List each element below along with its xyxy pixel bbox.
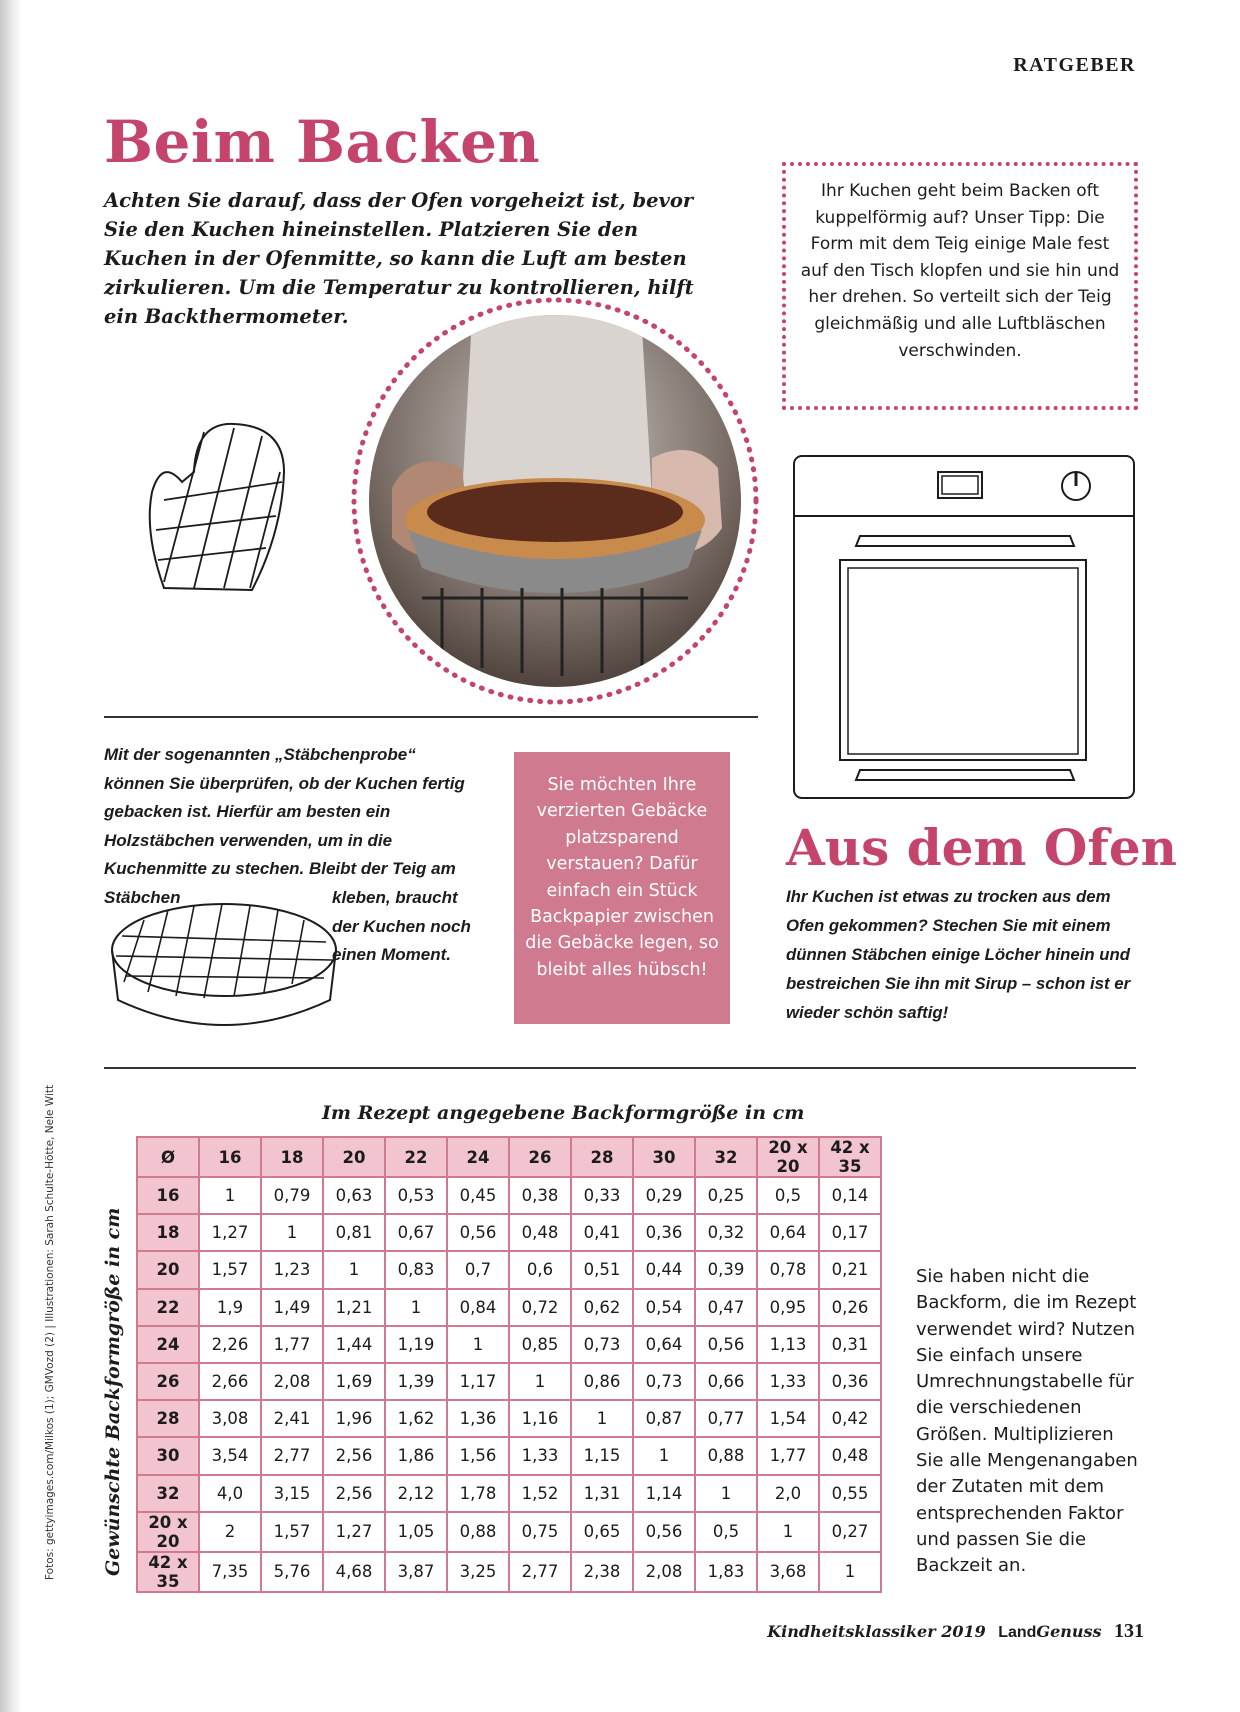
table-corner: Ø xyxy=(137,1137,199,1177)
table-cell: 0,84 xyxy=(447,1289,509,1326)
table-cell: 0,77 xyxy=(695,1400,757,1437)
table-row xyxy=(137,1251,881,1288)
table-cell: 5,76 xyxy=(261,1552,323,1592)
table-cell: 0,64 xyxy=(757,1214,819,1251)
table-cell: 1,33 xyxy=(509,1437,571,1474)
table-row xyxy=(137,1214,881,1251)
table-cell: 0,56 xyxy=(447,1214,509,1251)
table-cell: 1,96 xyxy=(323,1400,385,1437)
table-cell: 1 xyxy=(571,1400,633,1437)
column-header: 24 xyxy=(447,1137,509,1177)
table-cell: 1,23 xyxy=(261,1251,323,1288)
table-cell: 0,36 xyxy=(819,1363,881,1400)
table-cell: 2,77 xyxy=(509,1552,571,1592)
table-cell: 1 xyxy=(819,1552,881,1592)
table-cell: 1,27 xyxy=(323,1512,385,1552)
row-axis-label-text: Gewünschte Backformgröße in cm xyxy=(102,1207,124,1576)
table-row xyxy=(137,1437,881,1474)
row-header: 26 xyxy=(137,1363,199,1400)
table-cell: 0,27 xyxy=(819,1512,881,1552)
table-cell: 1,57 xyxy=(199,1251,261,1288)
row-header: 42 x 35 xyxy=(137,1552,199,1592)
column-header: 20 xyxy=(323,1137,385,1177)
table-cell: 1,21 xyxy=(323,1289,385,1326)
table-cell: 0,32 xyxy=(695,1214,757,1251)
table-cell: 1,9 xyxy=(199,1289,261,1326)
table-cell: 1,62 xyxy=(385,1400,447,1437)
table-cell: 0,54 xyxy=(633,1289,695,1326)
table-cell: 0,38 xyxy=(509,1177,571,1214)
table-cell: 3,15 xyxy=(261,1475,323,1512)
table-cell: 0,66 xyxy=(695,1363,757,1400)
table-cell: 1,49 xyxy=(261,1289,323,1326)
row-header: 30 xyxy=(137,1437,199,1474)
table-cell: 3,25 xyxy=(447,1552,509,1592)
brand-land: Land xyxy=(998,1624,1037,1641)
table-cell: 0,62 xyxy=(571,1289,633,1326)
table-cell: 3,87 xyxy=(385,1552,447,1592)
row-header: 16 xyxy=(137,1177,199,1214)
table-cell: 0,7 xyxy=(447,1251,509,1288)
credits-text: Fotos: gettyimages.com/Milkos (1); GMVozd (2) | Illustrationen: Sarah Schulte-Hötte, Nele Witt xyxy=(44,1084,56,1580)
table-cell: 1 xyxy=(509,1363,571,1400)
table-cell: 3,68 xyxy=(757,1552,819,1592)
staebchenprobe-tail: kleben, braucht der Kuchen noch einen Moment. xyxy=(332,888,471,965)
table-cell: 0,36 xyxy=(633,1214,695,1251)
table-cell: 0,33 xyxy=(571,1177,633,1214)
table-cell: 0,85 xyxy=(509,1326,571,1363)
column-header: 28 xyxy=(571,1137,633,1177)
table-cell: 3,08 xyxy=(199,1400,261,1437)
table-cell: 1,39 xyxy=(385,1363,447,1400)
table-cell: 1,86 xyxy=(385,1437,447,1474)
row-header: 20 xyxy=(137,1251,199,1288)
table-cell: 0,64 xyxy=(633,1326,695,1363)
table-cell: 1 xyxy=(633,1437,695,1474)
table-cell: 1,27 xyxy=(199,1214,261,1251)
tip-text: Ihr Kuchen geht beim Backen oft kuppelförmig auf? Unser Tipp: Die Form mit dem Teig einige Male fest auf den Tisch klopfen und sie hin und her drehen. So verteilt sich der Teig gleichmäßig und alle Luftbläschen verschwinden. xyxy=(800,181,1120,361)
table-cell: 2,12 xyxy=(385,1475,447,1512)
table-cell: 1,77 xyxy=(757,1437,819,1474)
table-row xyxy=(137,1400,881,1437)
table-cell: 1,14 xyxy=(633,1475,695,1512)
table-cell: 1,19 xyxy=(385,1326,447,1363)
column-header: 26 xyxy=(509,1137,571,1177)
row-header: 24 xyxy=(137,1326,199,1363)
table-cell: 0,39 xyxy=(695,1251,757,1288)
table-cell: 0,56 xyxy=(695,1326,757,1363)
table-cell: 1,44 xyxy=(323,1326,385,1363)
brand-logo xyxy=(998,1624,1101,1641)
table-cell: 2,56 xyxy=(323,1437,385,1474)
table-row xyxy=(137,1289,881,1326)
table-header-row xyxy=(137,1137,881,1177)
conversion-table xyxy=(136,1136,882,1593)
aus-dem-ofen-text: Ihr Kuchen ist etwas zu trocken aus dem Ofen gekommen? Stechen Sie mit einem dünnen Stäbchen einige Löcher hinein und bestreichen Sie ihn mit Sirup – schon ist er wieder schön saftig! xyxy=(786,887,1131,1022)
table-cell: 0,21 xyxy=(819,1251,881,1288)
table-cell: 0,5 xyxy=(757,1177,819,1214)
column-header: 42 x 35 xyxy=(819,1137,881,1177)
staebchenprobe-text: Mit der sogenannten „Stäbchenprobe“ können Sie überprüfen, ob der Kuchen fertig gebacken ist. Hierfür am besten ein Holzstäbchen verwenden, um in die Kuchenmitte zu stechen. Bleibt der Teig am Stäbchen xyxy=(104,745,465,907)
table-cell: 0,83 xyxy=(385,1251,447,1288)
table-row-axis-label xyxy=(100,1136,130,1576)
table-cell: 0,45 xyxy=(447,1177,509,1214)
column-header: 18 xyxy=(261,1137,323,1177)
table-cell: 1,77 xyxy=(261,1326,323,1363)
table-cell: 0,41 xyxy=(571,1214,633,1251)
table-cell: 2,0 xyxy=(757,1475,819,1512)
table-row xyxy=(137,1512,881,1552)
table-cell: 1,36 xyxy=(447,1400,509,1437)
table-cell: 0,88 xyxy=(695,1437,757,1474)
table-cell: 0,53 xyxy=(385,1177,447,1214)
table-cell: 2,77 xyxy=(261,1437,323,1474)
table-cell: 0,86 xyxy=(571,1363,633,1400)
lattice-pie-icon xyxy=(104,896,344,1046)
table-cell: 0,31 xyxy=(819,1326,881,1363)
table-cell: 1,17 xyxy=(447,1363,509,1400)
row-header: 20 x 20 xyxy=(137,1512,199,1552)
table-cell: 0,55 xyxy=(819,1475,881,1512)
column-header: 32 xyxy=(695,1137,757,1177)
table-cell: 1,15 xyxy=(571,1437,633,1474)
table-cell: 0,63 xyxy=(323,1177,385,1214)
table-cell: 0,47 xyxy=(695,1289,757,1326)
intro-paragraph: Achten Sie darauf, dass der Ofen vorgeheizt ist, bevor Sie den Kuchen hineinstellen. Platzieren Sie den Kuchen in der Ofenmitte, so kann die Luft am besten zirkulieren. Um die Temperatur zu kontrollieren, hilft ein Backthermometer. xyxy=(104,189,694,328)
table-cell: 2,26 xyxy=(199,1326,261,1363)
table-cell: 1,83 xyxy=(695,1552,757,1592)
table-cell: 1,57 xyxy=(261,1512,323,1552)
table-cell: 3,54 xyxy=(199,1437,261,1474)
table-cell: 1,56 xyxy=(447,1437,509,1474)
storage-tip-text: Sie möchten Ihre verzierten Gebäcke platzsparend verstauen? Dafür einfach ein Stück Backpapier zwischen die Gebäcke legen, so bleibt alles hübsch! xyxy=(525,775,719,980)
table-cell: 1,78 xyxy=(447,1475,509,1512)
table-cell: 4,0 xyxy=(199,1475,261,1512)
table-cell: 1,31 xyxy=(571,1475,633,1512)
table-cell: 0,65 xyxy=(571,1512,633,1552)
table-cell: 0,73 xyxy=(571,1326,633,1363)
table-cell: 0,78 xyxy=(757,1251,819,1288)
column-header: 30 xyxy=(633,1137,695,1177)
heading-aus-dem-ofen: Aus dem Ofen xyxy=(786,818,1178,877)
table-cell: 2,56 xyxy=(323,1475,385,1512)
table-cell: 0,73 xyxy=(633,1363,695,1400)
table-cell: 2,66 xyxy=(199,1363,261,1400)
table-cell: 0,48 xyxy=(819,1437,881,1474)
table-cell: 2,41 xyxy=(261,1400,323,1437)
table-cell: 1 xyxy=(261,1214,323,1251)
table-cell: 1,54 xyxy=(757,1400,819,1437)
table-cell: 1,05 xyxy=(385,1512,447,1552)
table-cell: 0,51 xyxy=(571,1251,633,1288)
magazine-issue: Kindheitsklassiker 2019 xyxy=(767,1622,986,1641)
table-cell: 0,14 xyxy=(819,1177,881,1214)
tip-box xyxy=(782,162,1138,410)
page-spine-shadow xyxy=(0,0,22,1712)
pie-photo xyxy=(352,298,758,704)
table-cell: 0,44 xyxy=(633,1251,695,1288)
table-cell: 1,16 xyxy=(509,1400,571,1437)
table-cell: 0,88 xyxy=(447,1512,509,1552)
brand-genuss: Genuss xyxy=(1036,1622,1102,1641)
column-header: 16 xyxy=(199,1137,261,1177)
side-note: Sie haben nicht die Backform, die im Rezept verwendet wird? Nutzen Sie einfach unsere Umrechnungstabelle für die verschiedenen Größen. Multiplizieren Sie alle Mengenangaben der Zutaten mit dem entsprechenden Faktor und passen Sie die Backzeit an. xyxy=(916,1266,1138,1577)
divider-bottom xyxy=(104,1067,1136,1069)
table-cell: 0,6 xyxy=(509,1251,571,1288)
table-cell: 0,79 xyxy=(261,1177,323,1214)
table-cell: 0,87 xyxy=(633,1400,695,1437)
table-cell: 2 xyxy=(199,1512,261,1552)
row-header: 18 xyxy=(137,1214,199,1251)
table-row xyxy=(137,1177,881,1214)
table-cell: 0,95 xyxy=(757,1289,819,1326)
storage-tip-box xyxy=(514,752,730,1024)
divider-top xyxy=(104,716,758,718)
table-cell: 1 xyxy=(199,1177,261,1214)
page-number: 131 xyxy=(1114,1620,1144,1642)
table-cell: 1 xyxy=(385,1289,447,1326)
column-header: 20 x 20 xyxy=(757,1137,819,1177)
table-cell: 0,42 xyxy=(819,1400,881,1437)
table-row xyxy=(137,1326,881,1363)
table-cell: 0,72 xyxy=(509,1289,571,1326)
photo-credits xyxy=(44,1040,60,1580)
table-cell: 1 xyxy=(757,1512,819,1552)
table-cell: 1 xyxy=(323,1251,385,1288)
oven-mitt-icon xyxy=(134,412,304,612)
row-header: 22 xyxy=(137,1289,199,1326)
table-cell: 1,52 xyxy=(509,1475,571,1512)
table-cell: 1,69 xyxy=(323,1363,385,1400)
table-cell: 1,33 xyxy=(757,1363,819,1400)
table-title: Im Rezept angegebene Backformgröße in cm xyxy=(322,1102,805,1124)
table-cell: 7,35 xyxy=(199,1552,261,1592)
table-cell: 2,08 xyxy=(261,1363,323,1400)
table-cell: 2,38 xyxy=(571,1552,633,1592)
table-cell: 0,67 xyxy=(385,1214,447,1251)
heading-beim-backen: Beim Backen xyxy=(104,108,541,176)
table-cell: 0,75 xyxy=(509,1512,571,1552)
table-cell: 0,17 xyxy=(819,1214,881,1251)
page-footer xyxy=(767,1620,1144,1643)
table-row xyxy=(137,1475,881,1512)
table-cell: 0,29 xyxy=(633,1177,695,1214)
table-row xyxy=(137,1552,881,1592)
table-row xyxy=(137,1363,881,1400)
table-cell: 0,81 xyxy=(323,1214,385,1251)
column-header: 22 xyxy=(385,1137,447,1177)
table-cell: 1 xyxy=(447,1326,509,1363)
section-label: RATGEBER xyxy=(1013,54,1136,76)
row-header: 28 xyxy=(137,1400,199,1437)
row-header: 32 xyxy=(137,1475,199,1512)
table-cell: 0,56 xyxy=(633,1512,695,1552)
table-cell: 0,5 xyxy=(695,1512,757,1552)
table-cell: 0,26 xyxy=(819,1289,881,1326)
table-cell: 4,68 xyxy=(323,1552,385,1592)
oven-icon xyxy=(790,452,1140,804)
table-cell: 1 xyxy=(695,1475,757,1512)
table-cell: 0,48 xyxy=(509,1214,571,1251)
table-cell: 1,13 xyxy=(757,1326,819,1363)
table-cell: 0,25 xyxy=(695,1177,757,1214)
table-cell: 2,08 xyxy=(633,1552,695,1592)
